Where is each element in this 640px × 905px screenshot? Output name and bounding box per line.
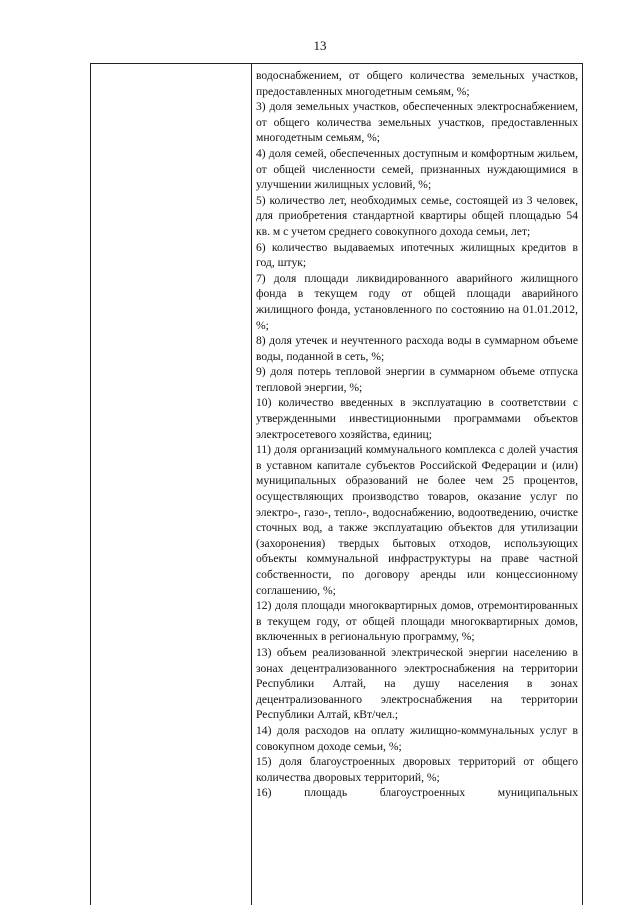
indicator-item: 14) доля расходов на оплату жилищно-коммунальных услуг в совокупном доходе семьи, %; (256, 723, 578, 753)
indicator-item: 5) количество лет, необходимых семье, состоящей из 3 человек, для приобретения стандартной квартиры общей площадью 54 кв. м с учетом среднего совокупного дохода семьи, лет; (256, 193, 578, 238)
indicator-item: 15) доля благоустроенных дворовых территорий от общего количества дворовых территорий, %; (256, 755, 578, 784)
indicator-item: 8) доля утечек и неучтенного расхода воды в суммарном объеме воды, поданной в сеть, %; (256, 334, 578, 363)
indicator-item: 16) площадь благоустроенных муниципальных (256, 786, 578, 800)
indicator-item: 7) доля площади ликвидированного аварийного жилищного фонда в текущем году от общей площади аварийного жилищного фонда, установленного по состоянию на 01.01.2012, %; (256, 271, 578, 332)
table-right-cell (256, 68, 578, 801)
indicator-item: 13) объем реализованной электрической энергии населению в зонах децентрализованного электроснабжения на территории Республики Алтай, на душу населения в зонах децентрализованного электроснабжения на территории Республики Алтай, кВт/чел.; (256, 645, 578, 722)
indicator-item: 3) доля земельных участков, обеспеченных электроснабжением, от общего количества земельных участков, предоставленных многодетным семьям, %; (256, 100, 578, 145)
column-divider (251, 64, 252, 905)
document-table (90, 63, 583, 905)
indicator-item: 9) доля потерь тепловой энергии в суммарном объеме отпуска тепловой энергии, %; (256, 365, 578, 394)
indicator-item: 10) количество введенных в эксплуатацию в соответствии с утвержденными инвестиционными программами объектов электросетевого хозяйства, единиц; (256, 396, 578, 441)
indicator-item: 12) доля площади многоквартирных домов, отремонтированных в текущем году, от общей площади многоквартирных домов, включенных в региональную программу, %; (256, 599, 578, 644)
indicator-item: водоснабжением, от общего количества земельных участков, предоставленных многодетным семьям, %; (256, 69, 578, 98)
indicator-item: 4) доля семей, обеспеченных доступным и комфортным жильем, от общей численности семей, признанных нуждающимися в улучшении жилищных условий, %; (256, 146, 578, 192)
indicator-item: 11) доля организаций коммунального комплекса с долей участия в уставном капитале субъектов Российской Федерации и (или) муниципальных образований не более чем 25 процентов, осуществляющих производство товаров, оказание услуг по электро-, газо-, тепло-, водоснабжению, водоотведению, очистке сточных вод, а также эксплуатацию объектов для утилизации (захоронения) твердых бытовых отходов, использующих объекты коммунальной инфраструктуры на праве частной собственности, по договору аренды или концессионному соглашению, %; (256, 443, 578, 597)
page-number: 13 (313, 38, 327, 53)
indicator-item: 6) количество выдаваемых ипотечных жилищных кредитов в год, штук; (256, 240, 578, 270)
